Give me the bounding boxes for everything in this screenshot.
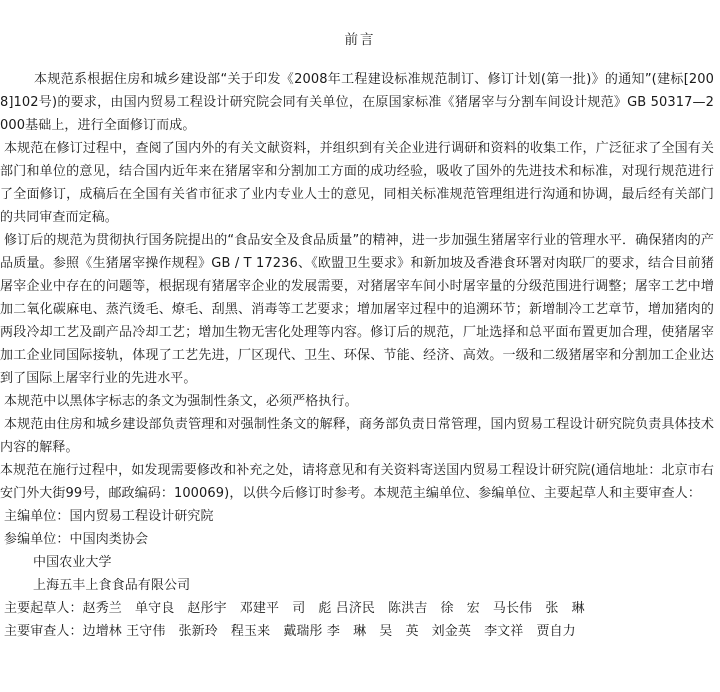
paragraph-feedback: 本规范在施行过程中，如发现需要修改和补充之处，请将意见和有关资料寄送国内贸易工程设计研究院(通信地址：北京市右安门外大街99号，邮政编码：100069)，以供今后修订时参考。本规范主编单位、参编单位、主要起草人和主要审查人：: [0, 463, 714, 501]
paragraph-mandatory-clauses: 本规范中以黑体字标志的条文为强制性条文，必须严格执行。: [4, 394, 358, 409]
participating-unit-item: 上海五丰上食食品有限公司: [33, 578, 191, 593]
chief-unit: 主编单位：国内贸易工程设计研究院: [4, 509, 214, 524]
paragraph-administration: 本规范由住房和城乡建设部负责管理和对强制性条文的解释，商务部负责日常管理，国内贸易工程设计研究院负责具体技术内容的解释。: [0, 417, 714, 455]
page-title: 前言: [344, 32, 376, 48]
main-reviewers: 主要审查人：边增林 王守伟 张新玲 程玉来 戴瑞彤 李 琳 吴 英 刘金英 李文祥 贾自力: [4, 624, 576, 639]
participating-unit-item: 中国农业大学: [33, 555, 112, 570]
participating-unit-primary: 参编单位：中国肉类协会: [4, 532, 149, 547]
main-drafters: 主要起草人：赵秀兰 单守良 赵彤宇 邓建平 司 彪 吕济民 陈洪吉 徐 宏 马长伟 张 琳: [4, 601, 585, 616]
paragraph-basis: 本规范系根据住房和城乡建设部“关于印发《2008年工程建设标准规范制订、修订计划(第一批)》的通知”(建标[2008]102号)的要求，由国内贸易工程设计研究院会同有关单位，在原国家标准《猪屠宰与分割车间设计规范》GB 50317—2000基础上，进行全面修订而成。: [0, 72, 714, 133]
paragraph-revision-content: 修订后的规范为贯彻执行国务院提出的“食品安全及食品质量”的精神，进一步加强生猪屠宰行业的管理水平．确保猪肉的产品质量。参照《生猪屠宰操作规程》GB / T 17236、《欧盟卫生要求》和新加坡及香港食环署对肉联厂的要求，结合目前猪屠宰企业中存在的问题等，根据现有猪屠宰企业的发展需要，对猪屠宰车间小时屠宰量的分级范围进行调整；屠宰工艺中增加二氧化碳麻电、蒸汽烫毛、燎毛、刮黑、消毒等工艺要求；增加屠宰过程中的追溯环节；新增制冷工艺章节，增加猪肉的两段冷却工艺及副产品冷却工艺；增加生物无害化处理等内容。修订后的规范，厂址选择和总平面布置更加合理，使猪屠宰加工企业同国际接轨，体现了工艺先进，厂区现代、卫生、环保、节能、经济、高效。一级和二级猪屠宰和分割加工企业达到了国际上屠宰行业的先进水平。: [0, 233, 714, 386]
paragraph-revision-process: 本规范在修订过程中，查阅了国内外的有关文献资料，并组织到有关企业进行调研和资料的收集工作，广泛征求了全国有关部门和单位的意见，结合国内近年来在猪屠宰和分割加工方面的成功经验，吸收了国外的先进技术和标准，对现行规范进行了全面修订，成稿后在全国有关省市征求了业内专业人士的意见，同相关标准规范管理组进行沟通和协调，最后经有关部门的共同审查而定稿。: [0, 141, 714, 225]
